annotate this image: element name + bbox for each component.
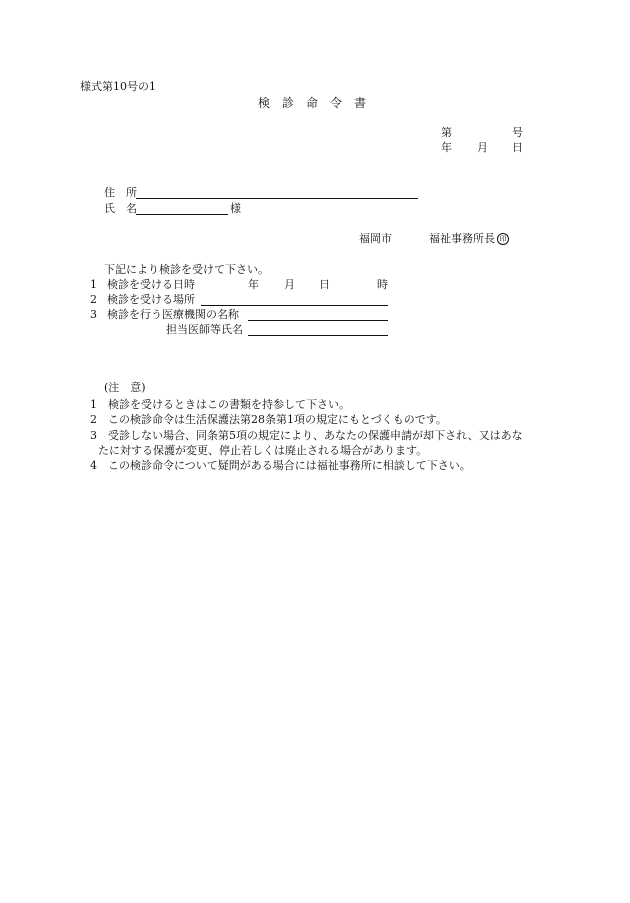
note-1: 1 検診を受けるときはこの書類を持参して下さい。 xyxy=(90,398,350,411)
name-label: 氏 名 xyxy=(104,202,137,215)
item3-doctor-field-line xyxy=(248,335,388,336)
date-year: 年 xyxy=(441,141,452,154)
item2-field-line xyxy=(201,305,388,306)
item2-label: 検診を受ける場所 xyxy=(107,293,195,306)
item3-doctor-label: 担当医師等氏名 xyxy=(166,323,243,336)
note-3-line-2: たに対する保護が変更、停止若しくは廃止される場合があります。 xyxy=(98,444,428,457)
form-number: 様式第10号の1 xyxy=(80,80,156,93)
note-4: 4 この検診命令について疑問がある場合には福祉事務所に相談して下さい。 xyxy=(90,459,471,472)
address-field-line xyxy=(136,198,418,199)
address-label: 住 所 xyxy=(104,186,137,199)
date-month: 月 xyxy=(477,141,488,154)
notes-heading: (注 意) xyxy=(104,381,146,394)
doc-number-dai: 第 xyxy=(441,126,452,139)
name-field-line xyxy=(136,214,228,215)
item1-hour: 時 xyxy=(377,278,388,291)
item3-number: 3 xyxy=(90,308,97,321)
item1-year: 年 xyxy=(248,278,259,291)
intro-text: 下記により検診を受けて下さい。 xyxy=(104,263,269,276)
item2-number: 2 xyxy=(90,293,97,306)
doc-number-go: 号 xyxy=(512,126,523,139)
item1-day: 日 xyxy=(319,278,330,291)
document-title: 検 診 命 令 書 xyxy=(258,96,367,110)
date-day: 日 xyxy=(512,141,523,154)
issuer-office-label: 福祉事務所長 xyxy=(429,232,495,245)
seal-mark: 印 xyxy=(497,233,509,245)
note-2: 2 この検診命令は生活保護法第28条第1項の規定にもとづくものです。 xyxy=(90,413,447,426)
issuer-city: 福岡市 xyxy=(359,232,392,245)
item1-number: 1 xyxy=(90,278,97,291)
note-3-line-1: 3 受診しない場合、同条第5項の規定により、あなたの保護申請が却下され、又はあな xyxy=(90,429,523,442)
item1-label: 検診を受ける日時 xyxy=(107,278,195,291)
item3-label: 検診を行う医療機関の名称 xyxy=(107,308,239,321)
item1-month: 月 xyxy=(284,278,295,291)
item3-field-line xyxy=(248,320,388,321)
issuer-office xyxy=(429,232,509,246)
honorific: 様 xyxy=(230,202,241,215)
